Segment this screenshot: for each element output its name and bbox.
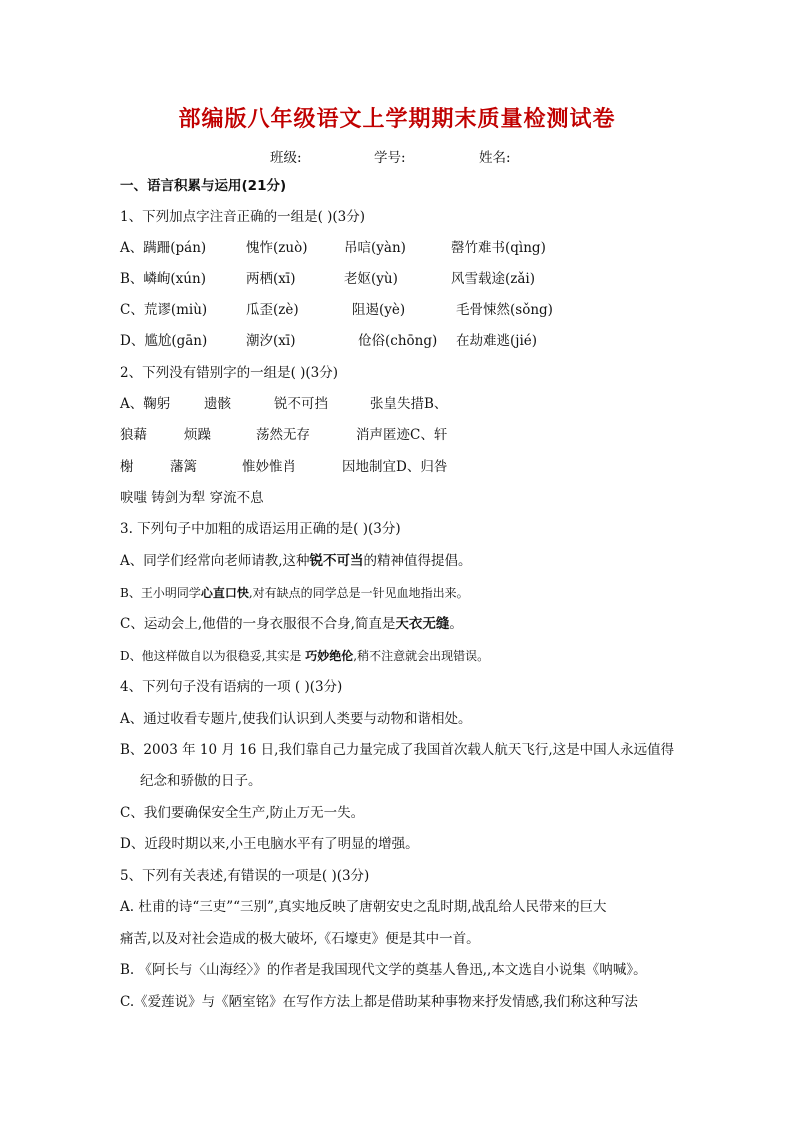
q2-item: 藩篱 <box>170 459 197 475</box>
q3-option-c <box>120 615 463 633</box>
q2-item: 遗骸 <box>204 396 231 412</box>
q3-d-text: ,稍不注意就会出现错误。 <box>353 649 490 663</box>
q3-b-text: ,对有缺点的同学总是一针见血地指出来。 <box>248 586 469 600</box>
q3-c-idiom: 天衣无缝 <box>395 616 450 632</box>
q2-item: 狼藉 <box>120 427 147 443</box>
q1-stem: 1、下列加点字注音正确的一组是( )(3分) <box>120 209 366 225</box>
class-label: 班级: <box>270 150 302 166</box>
q1-b-item: B、嶙峋(xún) <box>120 271 206 287</box>
q2-item: 锐不可挡 <box>274 396 328 412</box>
q5-option-c: C.《爱莲说》与《陋室铭》在写作方法上都是借助某种事物来抒发情感,我们称这种写法 <box>120 994 638 1010</box>
q2-line <box>120 426 680 444</box>
q2-item: 消声匿迹C、轩 <box>356 427 448 443</box>
q3-a-text: 的精神值得提倡。 <box>363 553 472 569</box>
q3-c-text: 。 <box>449 616 463 632</box>
q3-a-idiom: 锐不可当 <box>309 553 364 569</box>
name-label: 姓名: <box>479 150 511 166</box>
q5-stem: 5、下列有关表述,有错误的一项是( )(3分) <box>120 868 370 884</box>
q4-option-b: B、2003 年 10 月 16 日,我们靠自己力量完成了我国首次载人航天飞行,这是中国人永远值得 <box>120 742 675 758</box>
q3-option-a <box>120 552 472 570</box>
q2-line: 唳嗤 铸剑为犁 穿流不息 <box>120 490 264 506</box>
q1-b-item: 风雪载途(zǎi) <box>451 271 536 287</box>
q3-b-text: B、王小明同学 <box>120 586 201 600</box>
q3-a-text: A、同学们经常向老师请教,这种 <box>120 553 310 569</box>
student-id-label: 学号: <box>374 150 406 166</box>
q2-item: 因地制宜D、归咎 <box>342 459 448 475</box>
q1-a-item: 吊唁(yàn) <box>344 240 406 256</box>
q4-option-c: C、我们要确保安全生产,防止万无一失。 <box>120 805 365 821</box>
q3-option-b <box>120 584 469 602</box>
q1-c-item: 毛骨悚然(sǒng) <box>456 302 553 318</box>
q3-option-d <box>120 647 489 665</box>
q1-option-b <box>120 270 680 288</box>
q2-line <box>120 458 680 476</box>
q1-b-item: 老妪(yù) <box>344 271 398 287</box>
q2-item: 烦躁 <box>184 427 211 443</box>
q3-d-text: D、他这样做自以为很稳妥,其实是 <box>120 649 306 663</box>
q5-option-a: A. 杜甫的诗“三吏”“三别”,真实地反映了唐朝安史之乱时期,战乱给人民带来的巨大 <box>120 899 607 915</box>
q4-option-d: D、近段时期以来,小王电脑水平有了明显的增强。 <box>120 836 419 852</box>
q4-stem: 4、下列句子没有语病的一项 ( )(3分) <box>120 679 343 695</box>
q3-c-text: C、运动会上,他借的一身衣服很不合身,简直是 <box>120 616 396 632</box>
q1-option-d <box>120 332 680 350</box>
q1-d-item: 在劫难逃(jié) <box>456 333 538 349</box>
q4-option-a: A、通过收看专题片,使我们认识到人类要与动物和谐相处。 <box>120 711 472 727</box>
q1-c-item: 瓜歪(zè) <box>246 302 299 318</box>
section-heading: 一、语言积累与运用(21分) <box>120 178 287 194</box>
q5-option-a-cont: 痛苦,以及对社会造成的极大破坏,《石壕吏》便是其中一首。 <box>120 931 480 947</box>
q1-a-item: 罄竹难书(qìng) <box>451 240 546 256</box>
q4-option-b-cont: 纪念和骄傲的日子。 <box>140 773 262 789</box>
q2-line <box>120 395 680 413</box>
exam-title: 部编版八年级语文上学期期末质量检测试卷 <box>178 107 616 132</box>
q1-d-item: D、尴尬(gān) <box>120 333 208 349</box>
q1-a-item: A、蹒跚(pán) <box>120 240 207 256</box>
q1-a-item: 愧怍(zuò) <box>246 240 308 256</box>
q3-b-idiom: 心直口快 <box>200 586 249 600</box>
q2-item: A、鞠躬 <box>120 396 171 412</box>
q1-d-item: 潮汐(xī) <box>246 333 296 349</box>
q1-d-item: 伧俗(chōng) <box>358 333 438 349</box>
q1-c-item: C、荒谬(miù) <box>120 302 208 318</box>
q1-option-a <box>120 239 680 257</box>
q2-item: 榭 <box>120 459 134 475</box>
q2-item: 荡然无存 <box>256 427 310 443</box>
q2-item: 张皇失措B、 <box>370 396 448 412</box>
q1-c-item: 阻遏(yè) <box>352 302 406 318</box>
q2-item: 惟妙惟肖 <box>242 459 296 475</box>
q5-option-b: B. 《阿长与〈山海经〉》的作者是我国现代文学的奠基人鲁迅,,本文选自小说集《呐喊》。 <box>120 962 647 978</box>
q1-b-item: 两栖(xī) <box>246 271 296 287</box>
q1-option-c <box>120 301 680 319</box>
q3-stem: 3. 下列句子中加粗的成语运用正确的是( )(3分) <box>120 521 401 537</box>
q2-stem: 2、下列没有错别字的一组是( )(3分) <box>120 365 339 381</box>
q3-d-idiom: 巧妙绝伦 <box>305 649 354 663</box>
